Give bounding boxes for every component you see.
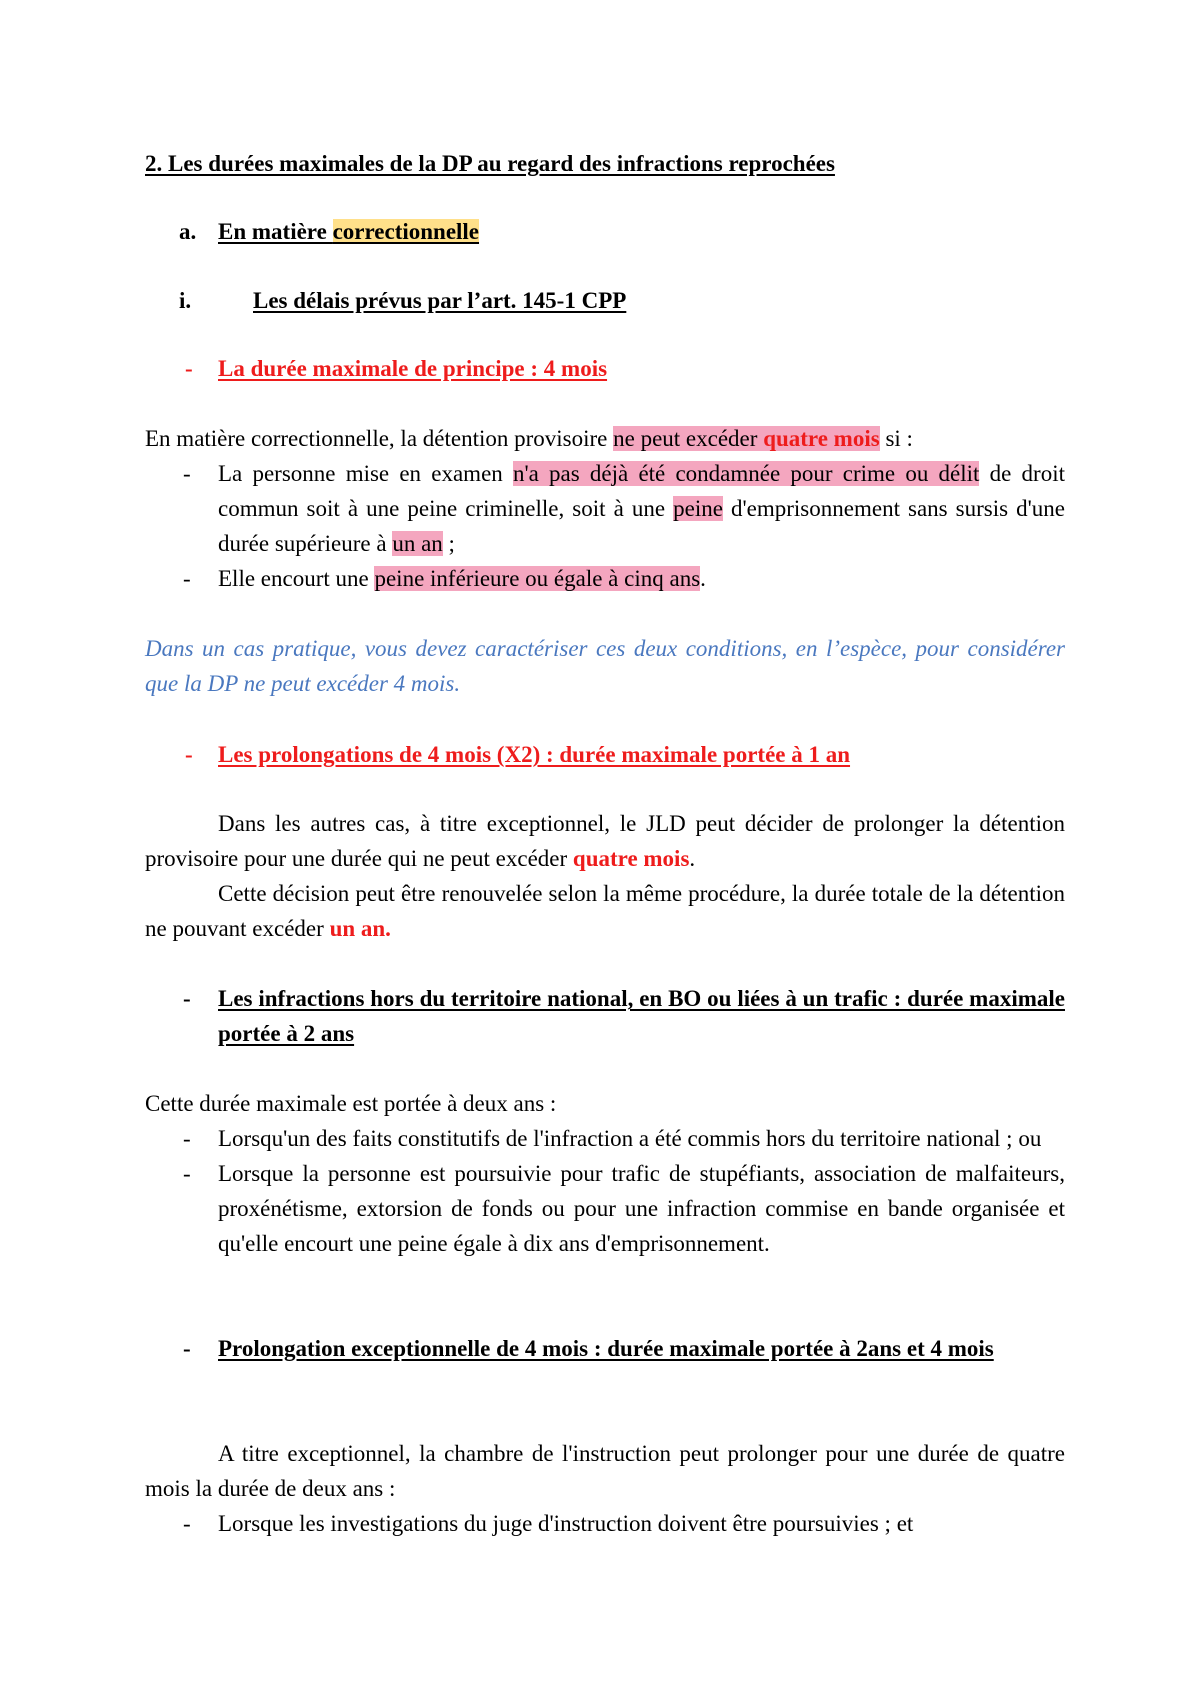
section-heading: 2. Les durées maximales de la DP au regard des infractions reprochées <box>145 151 835 176</box>
section-1-title: - La durée maximale de principe : 4 mois <box>185 356 608 381</box>
practical-note: Dans un cas pratique, vous devez caractériser ces deux conditions, en l’espèce, pour considérer que la DP ne peut excéder 4 mois. <box>145 636 1065 696</box>
paragraph: Dans les autres cas, à titre exceptionnel, le JLD peut décider de prolonger la détention provisoire pour une durée qui ne peut excéder quatre mois. <box>145 811 1065 871</box>
list-marker: i. <box>179 288 192 313</box>
section-2-title: - Les prolongations de 4 mois (X2) : durée maximale portée à 1 an <box>185 742 851 767</box>
section-3-title: - Les infractions hors du territoire national, en BO ou liées à un trafic : durée maximale portée à 2 ans <box>183 986 1065 1046</box>
section-4-title: - Prolongation exceptionnelle de 4 mois : durée maximale portée à 2ans et 4 mois <box>183 1336 994 1361</box>
subheading-a <box>145 214 1065 249</box>
paragraph: Cette décision peut être renouvelée selon la même procédure, la durée totale de la détention ne pouvant excéder un an. <box>145 881 1065 941</box>
section-1-intro: En matière correctionnelle, la détention provisoire ne peut excéder quatre mois si : <box>145 426 913 451</box>
highlighted-word: correctionnelle <box>332 219 480 244</box>
paragraph: A titre exceptionnel, la chambre de l'instruction peut prolonger pour une durée de quatre mois la durée de deux ans : <box>145 1441 1065 1501</box>
section-3-list <box>145 1121 1065 1261</box>
section-1-list <box>145 456 1065 596</box>
list-item: - Elle encourt une peine inférieure ou égale à cinq ans. <box>183 566 706 591</box>
subheading-i-text: Les délais prévus par l’art. 145-1 CPP <box>253 288 627 313</box>
list-item: - Lorsque la personne est poursuivie pour trafic de stupéfiants, association de malfaiteurs, proxénétisme, extorsion de fonds ou pour une infraction commise en bande organisée et qu'elle encourt une peine égale à dix ans d'emprisonnement. <box>183 1161 1065 1256</box>
highlight-text: ne peut excéder quatre mois <box>613 426 880 451</box>
section-4-body <box>145 1436 1065 1541</box>
list-item: - Lorsque les investigations du juge d'instruction doivent être poursuivies ; et <box>183 1511 914 1536</box>
section-3-intro: Cette durée maximale est portée à deux ans : <box>145 1091 557 1116</box>
list-item: - La personne mise en examen n'a pas déjà été condamnée pour crime ou délit de droit commun soit à une peine criminelle, soit à une peine d'emprisonnement sans sursis d'une durée supérieure à un an ; <box>183 461 1066 556</box>
list-item: - Lorsqu'un des faits constitutifs de l'infraction a été commis hors du territoire national ; ou <box>183 1126 1042 1151</box>
section-2-body <box>145 806 1065 946</box>
subheading-i <box>145 283 1065 318</box>
subheading-a-text: En matière correctionnelle <box>218 219 480 244</box>
list-marker: a. <box>179 219 197 244</box>
